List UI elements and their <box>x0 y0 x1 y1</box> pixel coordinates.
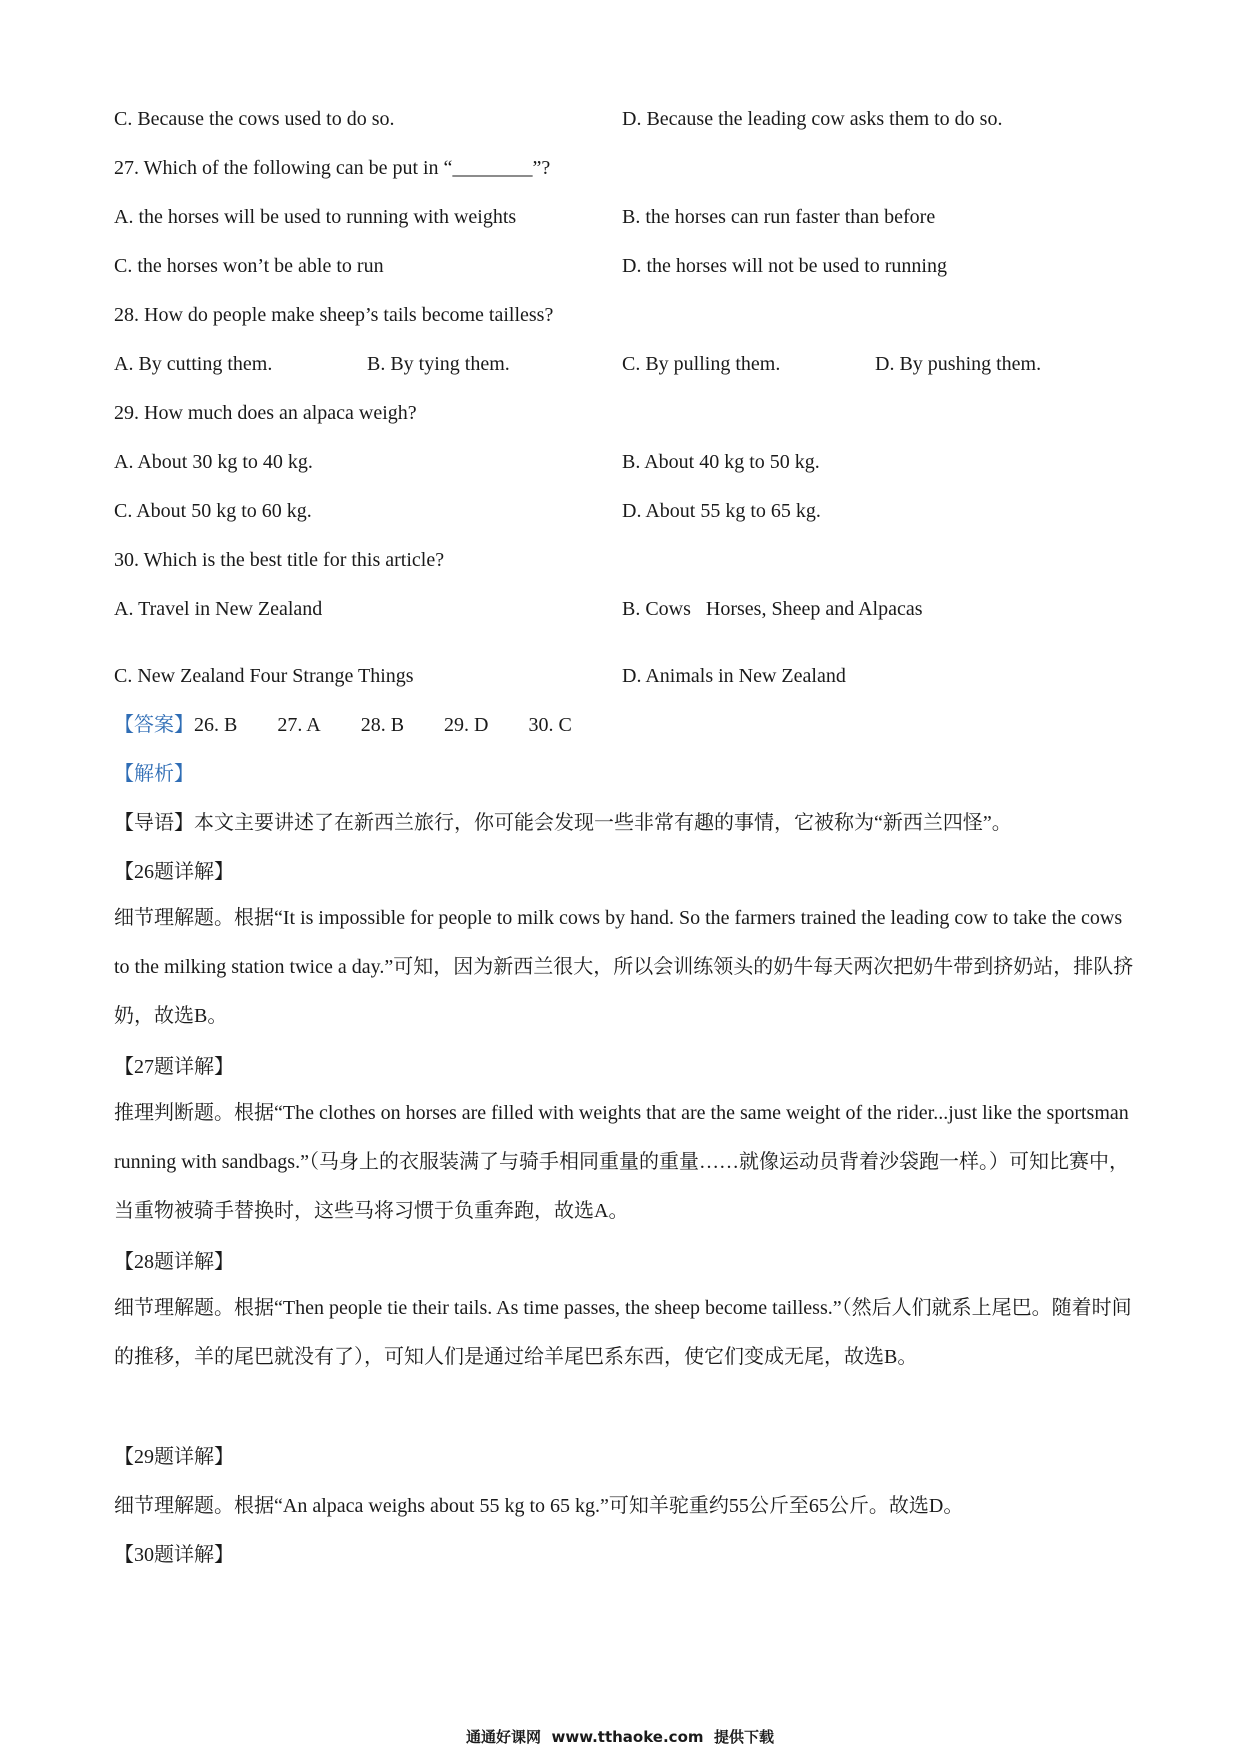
detail-27-text: 推理判断题。根据“The clothes on horses are filled with weights that are the same weight of the rider...just like the sportsman running with sandbags.”（马身上的衣服装满了与骑手相同重量的重量……就像运动员背着沙袋跑一样。）可知比赛中，当重物被骑手替换时，这些马将习惯于负重奔跑，故选A。 <box>114 1102 1129 1222</box>
q29-option-b: B. About 40 kg to 50 kg. <box>622 451 820 473</box>
detail-29-heading: 【29题详解】 <box>114 1446 234 1468</box>
detail-28-heading: 【28题详解】 <box>114 1251 234 1273</box>
detail-27-heading: 【27题详解】 <box>114 1056 234 1078</box>
detail-30-heading: 【30题详解】 <box>114 1544 234 1566</box>
q27-option-d: D. the horses will not be used to running <box>622 255 947 277</box>
q30-option-c: C. New Zealand Four Strange Things <box>114 665 414 687</box>
analysis-label: 【解析】 <box>114 763 194 785</box>
q30-option-a: A. Travel in New Zealand <box>114 598 323 620</box>
q29-option-a: A. About 30 kg to 40 kg. <box>114 451 313 473</box>
detail-29-text: 细节理解题。根据“An alpaca weighs about 55 kg to 65 kg.”可知羊驼重约55公斤至65公斤。故选D。 <box>114 1495 964 1517</box>
q28-option-b: B. By tying them. <box>367 353 510 375</box>
q28-option-c: C. By pulling them. <box>622 353 781 375</box>
q27-stem: 27. Which of the following can be put in “________”? <box>114 157 551 179</box>
answer-label: 【答案】 <box>114 714 194 736</box>
detail-26-heading: 【26题详解】 <box>114 861 234 883</box>
q26-option-c: C. Because the cows used to do so. <box>114 108 395 130</box>
q27-option-c: C. the horses won’t be able to run <box>114 255 384 277</box>
q29-option-d: D. About 55 kg to 65 kg. <box>622 500 821 522</box>
detail-28-text: 细节理解题。根据“Then people tie their tails. As time passes, the sheep become tailless.”（然后人们就系上尾巴。随着时间的推移，羊的尾巴就没有了），可知人们是通过给羊尾巴系东西，使它们变成无尾，故选B。 <box>114 1297 1132 1368</box>
answer-item: 28. B <box>360 714 405 736</box>
answer-item: 29. D <box>444 714 489 736</box>
q27-option-b: B. the horses can run faster than before <box>622 206 936 228</box>
q27-option-a: A. the horses will be used to running with weights <box>114 206 517 228</box>
q26-option-d: D. Because the leading cow asks them to do so. <box>622 108 1003 130</box>
answer-item: 26. B <box>194 714 238 736</box>
q30-option-b: B. Cows Horses, Sheep and Alpacas <box>622 598 923 620</box>
q29-stem: 29. How much does an alpaca weigh? <box>114 402 417 424</box>
q30-stem: 30. Which is the best title for this article? <box>114 549 445 571</box>
q28-option-d: D. By pushing them. <box>875 353 1042 375</box>
intro-paragraph: 【导语】本文主要讲述了在新西兰旅行，你可能会发现一些非常有趣的事情，它被称为“新西兰四怪”。 <box>114 812 1012 834</box>
q30-option-d: D. Animals in New Zealand <box>622 665 846 687</box>
answer-item: 30. C <box>528 714 572 736</box>
q29-option-c: C. About 50 kg to 60 kg. <box>114 500 312 522</box>
q28-option-a: A. By cutting them. <box>114 353 273 375</box>
q28-stem: 28. How do people make sheep’s tails become tailless? <box>114 304 554 326</box>
detail-26-text: 细节理解题。根据“It is impossible for people to milk cows by hand. So the farmers trained the leading cow to take the cows to the milking station twice a day.”可知，因为新西兰很大，所以会训练领头的奶牛每天两次把奶牛带到挤奶站，排队挤奶，故选B。 <box>114 907 1134 1027</box>
page-footer: 通通好课网 www.tthaoke.com 提供下载 <box>466 1728 774 1746</box>
answer-item: 27. A <box>277 714 321 736</box>
answer-line <box>114 712 612 738</box>
